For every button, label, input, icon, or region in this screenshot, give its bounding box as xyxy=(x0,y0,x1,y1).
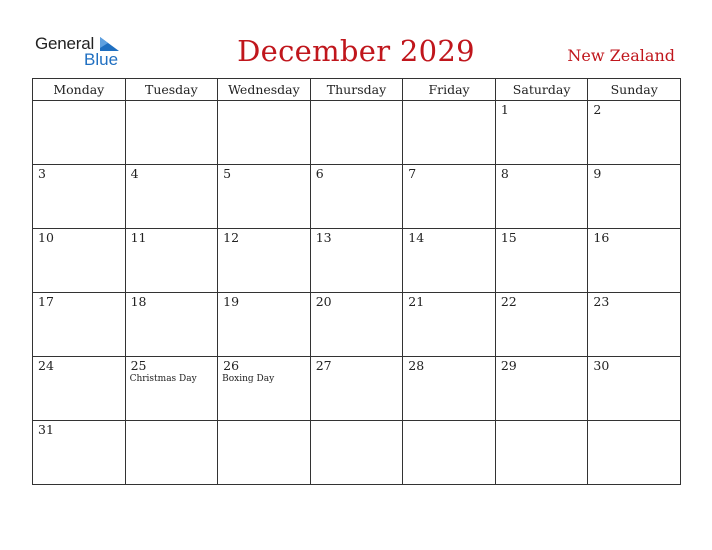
holiday-label: Boxing Day xyxy=(222,374,275,384)
calendar-day-cell xyxy=(310,421,403,485)
calendar-day-cell xyxy=(310,229,403,293)
day-number: 14 xyxy=(408,230,425,245)
calendar-day-cell xyxy=(125,293,218,357)
calendar-day-cell xyxy=(588,357,681,421)
day-number xyxy=(403,101,495,103)
calendar-day-cell xyxy=(33,229,126,293)
day-number: 13 xyxy=(315,230,332,245)
calendar-day-cell xyxy=(33,101,126,165)
calendar-day-cell xyxy=(310,165,403,229)
calendar-day-cell xyxy=(125,421,218,485)
calendar-day-cell xyxy=(495,293,588,357)
day-number: 18 xyxy=(130,294,147,309)
calendar-day-cell xyxy=(403,165,496,229)
calendar-week-row xyxy=(33,357,681,421)
calendar-day-cell xyxy=(588,165,681,229)
day-number: 8 xyxy=(500,166,509,181)
day-number xyxy=(218,101,310,103)
calendar-day-cell xyxy=(310,357,403,421)
weekday-header: Wednesday xyxy=(218,79,311,101)
day-number: 3 xyxy=(38,166,46,181)
calendar-week-row xyxy=(33,165,681,229)
day-number xyxy=(588,421,680,423)
day-number xyxy=(496,421,588,423)
logo-general-text: General xyxy=(35,34,95,53)
calendar-day-cell xyxy=(125,165,218,229)
weekday-header: Sunday xyxy=(588,79,681,101)
calendar-day-cell xyxy=(588,101,681,165)
calendar-day-cell xyxy=(218,293,311,357)
day-number: 15 xyxy=(500,230,517,245)
calendar-day-cell xyxy=(310,293,403,357)
calendar-body xyxy=(33,101,681,485)
day-number: 25 xyxy=(130,358,147,373)
calendar-day-cell xyxy=(33,421,126,485)
calendar-day-cell xyxy=(403,357,496,421)
day-number: 29 xyxy=(500,358,517,373)
calendar-grid xyxy=(32,78,681,485)
calendar-day-cell xyxy=(218,165,311,229)
calendar-day-cell xyxy=(33,293,126,357)
calendar-day-cell xyxy=(218,421,311,485)
page-title: December 2029 xyxy=(237,34,475,68)
calendar-day-cell xyxy=(495,357,588,421)
weekday-header: Friday xyxy=(403,79,496,101)
calendar-day-cell xyxy=(403,101,496,165)
weekday-header: Saturday xyxy=(495,79,588,101)
day-number xyxy=(311,421,403,423)
calendar-day-cell xyxy=(33,165,126,229)
calendar-day-cell xyxy=(310,101,403,165)
day-number: 27 xyxy=(315,358,332,373)
day-number: 30 xyxy=(593,358,610,373)
calendar-day-cell xyxy=(495,165,588,229)
day-number: 12 xyxy=(223,230,240,245)
calendar-day-cell xyxy=(218,357,311,421)
calendar-day-cell xyxy=(588,229,681,293)
calendar-week-row xyxy=(33,229,681,293)
day-number: 16 xyxy=(593,230,610,245)
day-number: 5 xyxy=(223,166,232,181)
day-number xyxy=(126,421,218,423)
calendar-day-cell xyxy=(588,421,681,485)
day-number: 4 xyxy=(130,166,139,181)
day-number: 7 xyxy=(408,166,417,181)
calendar-day-cell xyxy=(403,293,496,357)
calendar-day-cell xyxy=(125,101,218,165)
day-number: 31 xyxy=(38,422,54,437)
calendar-week-row xyxy=(33,293,681,357)
day-number: 28 xyxy=(408,358,425,373)
calendar-day-cell xyxy=(495,421,588,485)
calendar-week-row xyxy=(33,101,681,165)
weekday-header: Thursday xyxy=(310,79,403,101)
weekday-header: Monday xyxy=(33,79,126,101)
day-number: 10 xyxy=(38,230,54,245)
day-number: 24 xyxy=(38,358,54,373)
calendar-day-cell xyxy=(218,229,311,293)
country-name: New Zealand xyxy=(567,46,675,65)
day-number: 1 xyxy=(500,102,509,117)
day-number: 6 xyxy=(315,166,324,181)
calendar-day-cell xyxy=(588,293,681,357)
logo-blue-text: Blue xyxy=(84,50,119,69)
day-number: 19 xyxy=(223,294,240,309)
calendar-week-row xyxy=(33,421,681,485)
day-number: 11 xyxy=(130,230,147,245)
calendar-day-cell xyxy=(125,357,218,421)
day-number: 20 xyxy=(315,294,332,309)
weekday-header-row xyxy=(33,79,681,101)
day-number: 21 xyxy=(408,294,425,309)
calendar-day-cell xyxy=(495,229,588,293)
day-number xyxy=(126,101,218,103)
calendar-day-cell xyxy=(403,421,496,485)
day-number: 22 xyxy=(500,294,517,309)
day-number: 2 xyxy=(593,102,602,117)
day-number xyxy=(33,101,125,103)
calendar-day-cell xyxy=(403,229,496,293)
calendar-day-cell xyxy=(495,101,588,165)
weekday-header: Tuesday xyxy=(125,79,218,101)
day-number xyxy=(403,421,495,423)
day-number: 26 xyxy=(223,358,240,373)
calendar-day-cell xyxy=(218,101,311,165)
calendar-day-cell xyxy=(33,357,126,421)
day-number xyxy=(311,101,403,103)
calendar-day-cell xyxy=(125,229,218,293)
day-number: 9 xyxy=(593,166,602,181)
day-number: 23 xyxy=(593,294,610,309)
day-number xyxy=(218,421,310,423)
holiday-label: Christmas Day xyxy=(129,374,197,384)
day-number: 17 xyxy=(38,294,54,309)
